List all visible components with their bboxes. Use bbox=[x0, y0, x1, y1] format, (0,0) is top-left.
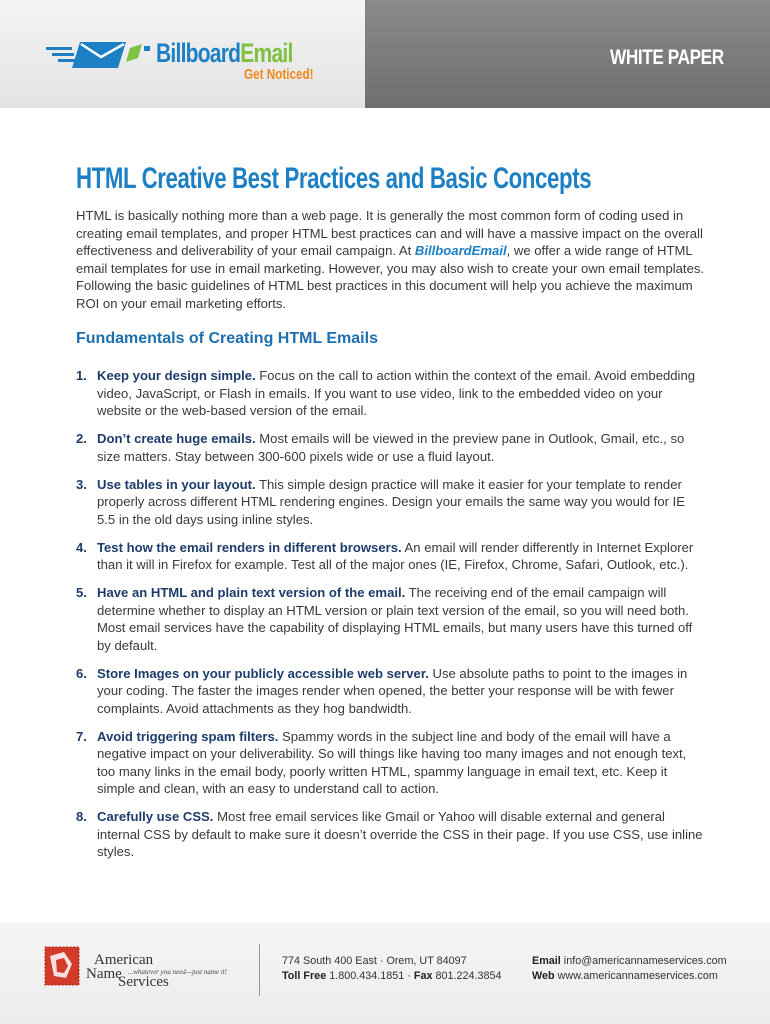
item-lead: Test how the email renders in different browsers. bbox=[97, 539, 402, 555]
list-item bbox=[76, 584, 706, 654]
item-text: Most free email services like Gmail or Yahoo will disable external and general internal CSS by default to make sure it doesn’t override the CSS in their page. If you use CSS, use inline styles. bbox=[97, 809, 703, 859]
item-number: 5. bbox=[76, 585, 87, 600]
item-text: An email will render differently in Internet Explorer than it will in Firefox for example. Test all of the major ones (IE, Firefox, Chrome, Safari, Outlook, etc.). bbox=[97, 539, 694, 572]
email-address[interactable]: info@americannameservices.com bbox=[560, 955, 727, 967]
item-text: The receiving end of the email campaign will determine whether to display an HTML version or plain text version of the email, so you will need both. Most email services have the capability of displaying HTML emails, but many users have this turned off by default. bbox=[97, 585, 693, 653]
best-practices-list bbox=[76, 367, 706, 871]
item-lead: Don’t create huge emails. bbox=[97, 431, 256, 446]
item-number: 1. bbox=[76, 368, 87, 383]
footer-phone-line bbox=[282, 970, 502, 982]
fax-label: Fax bbox=[413, 970, 433, 982]
list-item bbox=[76, 665, 706, 718]
tollfree-number: 1.800.434.1851 · bbox=[326, 970, 414, 982]
item-text: This simple design practice will make it easier for your template to render properly across different HTML rendering engines. Design your emails the same way you would for IE 5.5 in the old days using inline styles. bbox=[97, 476, 686, 527]
company-name-line2: Name bbox=[86, 966, 122, 982]
list-item bbox=[76, 539, 706, 574]
item-lead: Have an HTML and plain text version of the email. bbox=[97, 585, 406, 600]
item-number: 7. bbox=[76, 728, 87, 744]
web-label: Web bbox=[532, 970, 555, 982]
item-number: 2. bbox=[76, 431, 87, 446]
item-text: Spammy words in the subject line and body of the email will have a negative impact on your deliverability. So will things like having too many images and not enough text, too many links in the email body, poorly written HTML, spammy language in email text, etc. Keep it simple and clean, with an easy to understand call to action. bbox=[97, 728, 687, 796]
company-slogan: ...whatever you need—just name it! bbox=[128, 968, 227, 976]
section-title: Fundamentals of Creating HTML Emails bbox=[76, 330, 378, 347]
white-paper-label: WHITE PAPER bbox=[610, 46, 724, 69]
company-name-line3: Services bbox=[118, 974, 169, 990]
list-item bbox=[76, 476, 706, 529]
item-lead: Avoid triggering spam filters. bbox=[97, 728, 279, 744]
fax-number: 801.224.3854 bbox=[432, 970, 502, 982]
list-item bbox=[76, 808, 706, 861]
list-item bbox=[76, 728, 706, 798]
item-lead: Carefully use CSS. bbox=[97, 809, 214, 824]
brand-name-part2: Email bbox=[240, 38, 293, 68]
intro-brand-link: BillboardEmail bbox=[414, 243, 507, 258]
brand-logo bbox=[156, 38, 293, 69]
item-text: Use absolute paths to point to the images in your coding. The faster the images render when opened, the better your response will be with fewer complaints. Avoid attachments as they hog bandwidth. bbox=[97, 665, 688, 716]
item-number: 4. bbox=[76, 539, 87, 555]
document-title: HTML Creative Best Practices and Basic Concepts bbox=[76, 162, 592, 195]
item-lead: Use tables in your layout. bbox=[97, 476, 256, 492]
list-item bbox=[76, 367, 706, 420]
item-lead: Store Images on your publicly accessible web server. bbox=[97, 665, 429, 681]
company-name-line1: American bbox=[94, 952, 154, 968]
envelope-speed-icon bbox=[46, 38, 154, 72]
footer-address: 774 South 400 East · Orem, UT 84097 bbox=[282, 955, 467, 967]
item-lead: Keep your design simple. bbox=[97, 368, 256, 383]
brand-tagline: Get Noticed! bbox=[244, 66, 314, 83]
page-header bbox=[0, 0, 770, 108]
item-number: 8. bbox=[76, 809, 87, 824]
intro-text-end: , we offer a wide range of HTML email templates for use in email marketing. However, you may also wish to create your own email templates. Following the basic guidelines of HTML best practices in this document will help you achieve the maximum ROI on your email marketing efforts. bbox=[76, 243, 705, 311]
item-text: Focus on the call to action within the context of the email. Avoid embedding video, JavaScript, or Flash in emails. If you want to use video, link to the embedded video on your website or the web-based version of the email. bbox=[97, 368, 696, 418]
item-number: 6. bbox=[76, 665, 87, 681]
footer-divider bbox=[259, 944, 260, 996]
item-text: Most emails will be viewed in the preview pane in Outlook, Gmail, etc., so size matters. Stay between 300-600 pixels wide or use a fluid layout. bbox=[97, 431, 685, 464]
intro-paragraph bbox=[76, 207, 706, 312]
intro-text-start: HTML is basically nothing more than a web page. It is generally the most common form of coding used in creating email templates, and proper HTML best practices can and will have a massive impact on the overall effectiveness and deliverability of your email campaign. At bbox=[76, 208, 703, 258]
tollfree-label: Toll Free bbox=[282, 970, 327, 982]
email-label: Email bbox=[532, 955, 561, 967]
footer-web-line bbox=[532, 970, 718, 982]
web-address[interactable]: www.americannameservices.com bbox=[554, 970, 718, 982]
item-number: 3. bbox=[76, 476, 87, 492]
brand-name-part1: Billboard bbox=[156, 38, 241, 68]
american-name-services-stamp-icon bbox=[44, 946, 80, 986]
footer-email-line bbox=[532, 955, 727, 967]
list-item bbox=[76, 430, 706, 465]
